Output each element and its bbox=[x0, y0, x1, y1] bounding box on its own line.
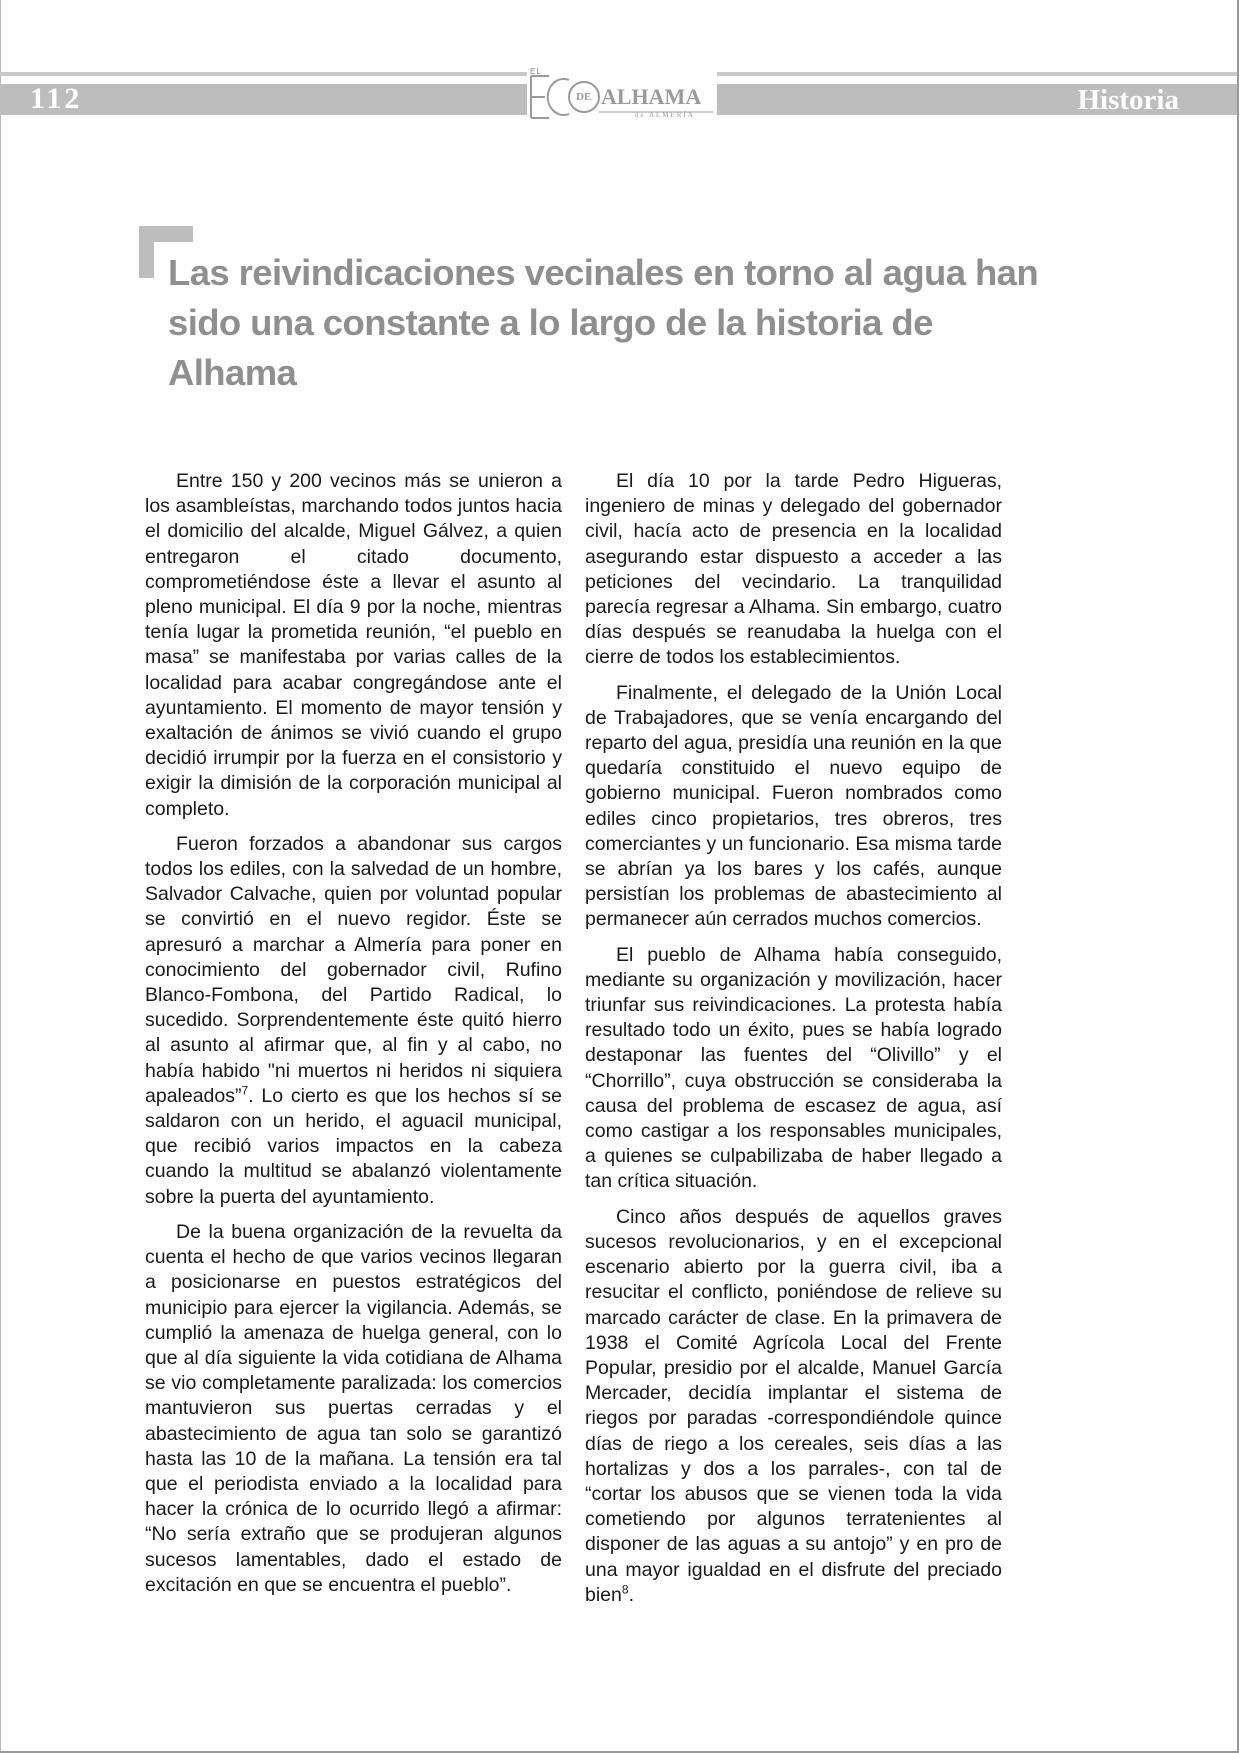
paragraph-text: Fueron forzados a abandonar sus cargos todos los ediles, con la salvedad de un hombre, Salvador Calvache, quien por voluntad popular se convirtió en el nuevo regidor. Éste se apresuró a marchar a Almería para poner en conocimiento del gobernador civil, Rufino Blanco-Fombona, del Partido Radical, lo sucedido. Sorprendentemente éste quitó hierro al asunto al afirmar que, al fin y al cabo, no había habido "ni muertos ni heridos ni siquiera apaleados” bbox=[145, 832, 562, 1107]
header-rule-right bbox=[717, 72, 1237, 76]
paragraph-text: . bbox=[628, 1583, 634, 1606]
logo-name: ALHAMA bbox=[601, 84, 702, 109]
paragraph: El pueblo de Alhama había conseguido, mediante su organización y movilización, hacer triunfar sus reivindicaciones. La protesta había resultado todo un éxito, pues se había logrado destaponar las fuentes del “Olivillo” y el “Chorrillo”, cuya obstrucción se consideraba la causa del problema de escasez de agua, así como castigar a los responsables municipales, a quienes se culpabilizaba de haber llegado a tan crítica situación. bbox=[585, 943, 1002, 1193]
footnote-ref: 8 bbox=[621, 1582, 629, 1597]
paragraph: El día 10 por la tarde Pedro Higueras, ingeniero de minas y delegado del gobernador civil, hacía acto de presencia en la localidad asegurando estar dispuesto a acceder a las peticiones del vecindario. La tranquilidad parecía regresar a Alhama. Sin embargo, cuatro días después se reanudaba la huelga con el cierre de todos los establecimientos. bbox=[585, 470, 1002, 669]
magazine-logo bbox=[527, 64, 717, 122]
footnote-ref: 7 bbox=[241, 1083, 249, 1098]
right-column bbox=[585, 469, 1002, 1618]
paragraph: Finalmente, el delegado de la Unión Local de Trabajadores, que se venía encargando del reparto del agua, presidía una reunión en la que quedaría constituido el nuevo equipo de gobierno municipal. Fueron nombrados como ediles cinco propietarios, tres obreros, tres comerciantes y un funcionario. Esa misma tarde se abrían ya los bares y los cafés, aunque persistían los problemas de abastecimiento al permanecer aún cerrados muchos comercios. bbox=[585, 681, 1002, 931]
paragraph: De la buena organización de la revuelta da cuenta el hecho de que varios vecinos llegaran a posicionarse en puestos estratégicos del municipio para ejercer la vigilancia. Además, se cumplió la amenaza de huelga general, con lo que al día siguiente la vida cotidiana de Alhama se vio completamente paralizada: los comercios mantuvieron sus puertas cerradas y el abastecimiento de agua tan solo se garantizó hasta las 10 de la mañana. La tensión era tal que el periodista enviado a la localidad para hacer la crónica de lo ocurrido llegó a afirmar: “No sería extraño que se produjeran algunos sucesos lamentables, dado el estado de excitación en que se encuentra el pueblo”. bbox=[145, 1220, 562, 1596]
paragraph-text: . Lo cierto es que los hechos sí se saldaron con un herido, el aguacil municipal, que recibió varios impactos en la cabeza cuando la multitud se abalanzó violentamente sobre la puerta del ayuntamiento. bbox=[145, 1084, 562, 1208]
left-column bbox=[145, 469, 562, 1608]
logo-subtitle: de ALMERÍA bbox=[635, 111, 695, 119]
header-rule-left bbox=[0, 72, 527, 76]
logo-prefix: EL bbox=[530, 67, 542, 76]
page-number: 112 bbox=[30, 82, 83, 115]
page-left-edge bbox=[0, 0, 1, 1753]
section-title: Historia bbox=[1077, 84, 1179, 116]
paragraph bbox=[585, 1205, 1002, 1608]
paragraph: Entre 150 y 200 vecinos más se unieron a los asambleístas, marchando todos juntos hacia el domicilio del alcalde, Miguel Gálvez, a quien entregaron el citado documento, comprometiéndose éste a llevar el asunto al pleno municipal. El día 9 por la noche, mientras tenía lugar la prometida reunión, “el pueblo en masa” se manifestaba por varias calles de la localidad para acabar congregándose ante el ayuntamiento. El momento de mayor tensión y exaltación de ánimos se vivió cuando el grupo decidió irrumpir por la fuerza en el consistorio y exigir la dimisión de la corporación municipal al completo. bbox=[145, 470, 562, 820]
paragraph-text: Cinco años después de aquellos graves sucesos revolucionarios, y en el excepcional escenario abierto por la guerra civil, iba a resucitar el conflicto, poniéndose de relieve su marcado carácter de clase. En la primavera de 1938 el Comité Agrícola Local del Frente Popular, presidio por el alcalde, Manuel García Mercader, decidía implantar el sistema de riegos por paradas -correspondiéndole quince días de riego a los cereales, seis días a las hortalizas y dos a los parrales-, con tal de “cortar los abusos que se vienen toda la vida cometiendo por algunos terratenientes al disponer de las aguas a su antojo” y en pro de una mayor igualdad en el disfrute del preciado bien bbox=[585, 1205, 1002, 1606]
pull-quote: Las reivindicaciones vecinales en torno al agua han sido una constante a lo largo de la historia de Alhama bbox=[168, 252, 1039, 393]
paragraph bbox=[145, 832, 562, 1210]
logo-de: DE bbox=[576, 91, 592, 103]
